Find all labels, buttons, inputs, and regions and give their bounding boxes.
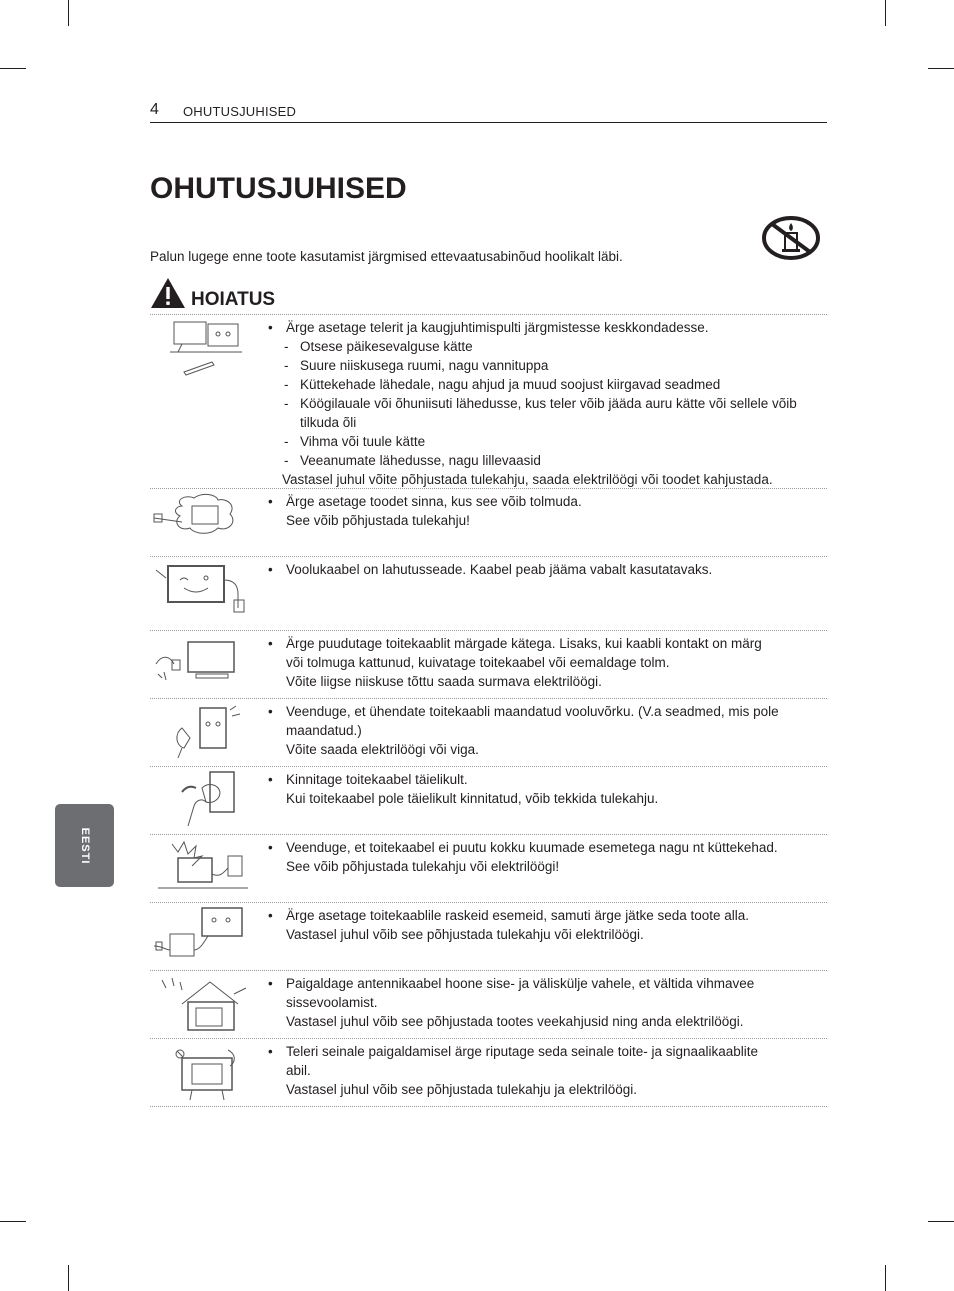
crop-mark xyxy=(68,1265,69,1291)
bullet-text: • Veenduge, et toitekaabel ei puutu kokku kuumade esemetega nagu nt küttekehad. xyxy=(268,838,820,857)
continuation-text: Vastasel juhul võib see põhjustada tulekahju või elektrilöögi. xyxy=(286,927,644,942)
item-text xyxy=(268,560,820,579)
warning-list xyxy=(150,314,827,1107)
no-candle-icon xyxy=(761,213,821,263)
wall-mount-cable-illustration xyxy=(152,1042,260,1100)
page-header xyxy=(150,100,827,123)
continuation-text: või tolmuga kattunud, kuivatage toitekaabel või eemaldage tolm. xyxy=(286,655,670,670)
continuation-text: See võib põhjustada tulekahju! xyxy=(286,513,470,528)
bullet-text: • Ärge puudutage toitekaablit märgade kätega. Lisaks, kui kaabli kontakt on märg xyxy=(268,634,820,653)
item-text xyxy=(268,702,820,759)
list-item xyxy=(150,1039,827,1107)
crop-mark xyxy=(885,0,886,26)
dusty-tv-illustration xyxy=(152,492,260,550)
tv-hazard-illustration xyxy=(152,318,260,376)
power-cord-illustration xyxy=(152,560,260,618)
continuation-text: sissevoolamist. xyxy=(286,995,378,1010)
intro-text: Palun lugege enne toote kasutamist järgmised ettevaatusabinõud hoolikalt läbi. xyxy=(150,249,623,264)
bullet-text: • Voolukaabel on lahutusseade. Kaabel peab jääma vabalt kasutatavaks. xyxy=(268,560,820,579)
note-text: Vastasel juhul võite põhjustada tulekahju, saada elektrilöögi või toodet kahjustada. xyxy=(282,472,773,487)
heater-cord-illustration xyxy=(152,838,260,896)
crop-mark xyxy=(928,68,954,69)
continuation-text: Võite saada elektrilöögi või viga. xyxy=(286,742,479,757)
list-item xyxy=(150,631,827,699)
continuation-text: Vastasel juhul võib see põhjustada tulekahju ja elektrilöögi. xyxy=(286,1082,637,1097)
continuation-text: Vastasel juhul võib see põhjustada tootes veekahjusid ning anda elektrilöögi. xyxy=(286,1014,744,1029)
continuation-text: maandatud.) xyxy=(286,723,362,738)
page-title: OHUTUSJUHISED xyxy=(150,172,407,205)
item-text xyxy=(268,906,820,944)
list-item xyxy=(150,971,827,1039)
item-text xyxy=(268,318,820,489)
page-number: 4 xyxy=(150,101,159,118)
list-item xyxy=(150,557,827,631)
running-title: OHUTUSJUHISED xyxy=(183,104,297,119)
continuation-text: Võite liigse niiskuse tõttu saada surmava elektrilöögi. xyxy=(286,674,602,689)
sub-item: - Köögilauale või õhuniisuti lähedusse, kus teler võib jääda auru kätte või sellele võib tilkuda õli xyxy=(268,394,820,432)
bullet-text: • Teleri seinale paigaldamisel ärge riputage seda seinale toite- ja signaalikaablite xyxy=(268,1042,820,1061)
grounded-outlet-illustration xyxy=(152,702,260,760)
plug-insert-illustration xyxy=(152,770,260,828)
bullet-text: • Ärge asetage toodet sinna, kus see võib tolmuda. xyxy=(268,492,820,511)
list-item xyxy=(150,767,827,835)
item-text xyxy=(268,492,820,530)
crop-mark xyxy=(0,1221,26,1222)
warning-triangle-icon xyxy=(150,277,186,309)
crop-mark xyxy=(928,1221,954,1222)
bullet-text: • Ärge asetage telerit ja kaugjuhtimispulti järgmistesse keskkondadesse. xyxy=(268,318,820,337)
continuation-text: abil. xyxy=(286,1063,311,1078)
list-item xyxy=(150,903,827,971)
warning-label: HOIATUS xyxy=(191,289,276,310)
item-text xyxy=(268,838,820,876)
list-item xyxy=(150,835,827,903)
crop-mark xyxy=(68,0,69,26)
crop-mark xyxy=(885,1265,886,1291)
item-text xyxy=(268,634,820,691)
list-item xyxy=(150,489,827,557)
sub-item: - Vihma või tuule kätte xyxy=(268,432,820,451)
crop-mark xyxy=(0,68,26,69)
sub-item: - Veeanumate lähedusse, nagu lillevaasid xyxy=(268,451,820,470)
sub-item: - Suure niiskusega ruumi, nagu vannituppa xyxy=(268,356,820,375)
sub-item: - Otsese päikesevalguse kätte xyxy=(268,337,820,356)
language-tab xyxy=(55,804,114,887)
language-tab-label: EESTI xyxy=(78,827,91,864)
item-text xyxy=(268,770,820,808)
bullet-text: • Paigaldage antennikaabel hoone sise- ja väliskülje vahele, et vältida vihmavee xyxy=(268,974,820,993)
continuation-text: See võib põhjustada tulekahju või elektrilöögi! xyxy=(286,859,560,874)
list-item xyxy=(150,315,827,489)
item-text xyxy=(268,1042,820,1099)
sub-item: - Küttekehade lähedale, nagu ahjud ja muud soojust kiirgavad seadmed xyxy=(268,375,820,394)
wet-hands-cord-illustration xyxy=(152,634,260,692)
bullet-text: • Ärge asetage toitekaablile raskeid esemeid, samuti ärge jätke seda toote alla. xyxy=(268,906,820,925)
list-item xyxy=(150,699,827,767)
bullet-text: • Kinnitage toitekaabel täielikult. xyxy=(268,770,820,789)
bullet-text: • Veenduge, et ühendate toitekaabli maandatud vooluvõrku. (V.a seadmed, mis pole xyxy=(268,702,820,721)
heavy-object-cord-illustration xyxy=(152,906,260,964)
continuation-text: Kui toitekaabel pole täielikult kinnitatud, võib tekkida tulekahju. xyxy=(286,791,659,806)
item-text xyxy=(268,974,820,1031)
antenna-house-illustration xyxy=(152,974,260,1032)
